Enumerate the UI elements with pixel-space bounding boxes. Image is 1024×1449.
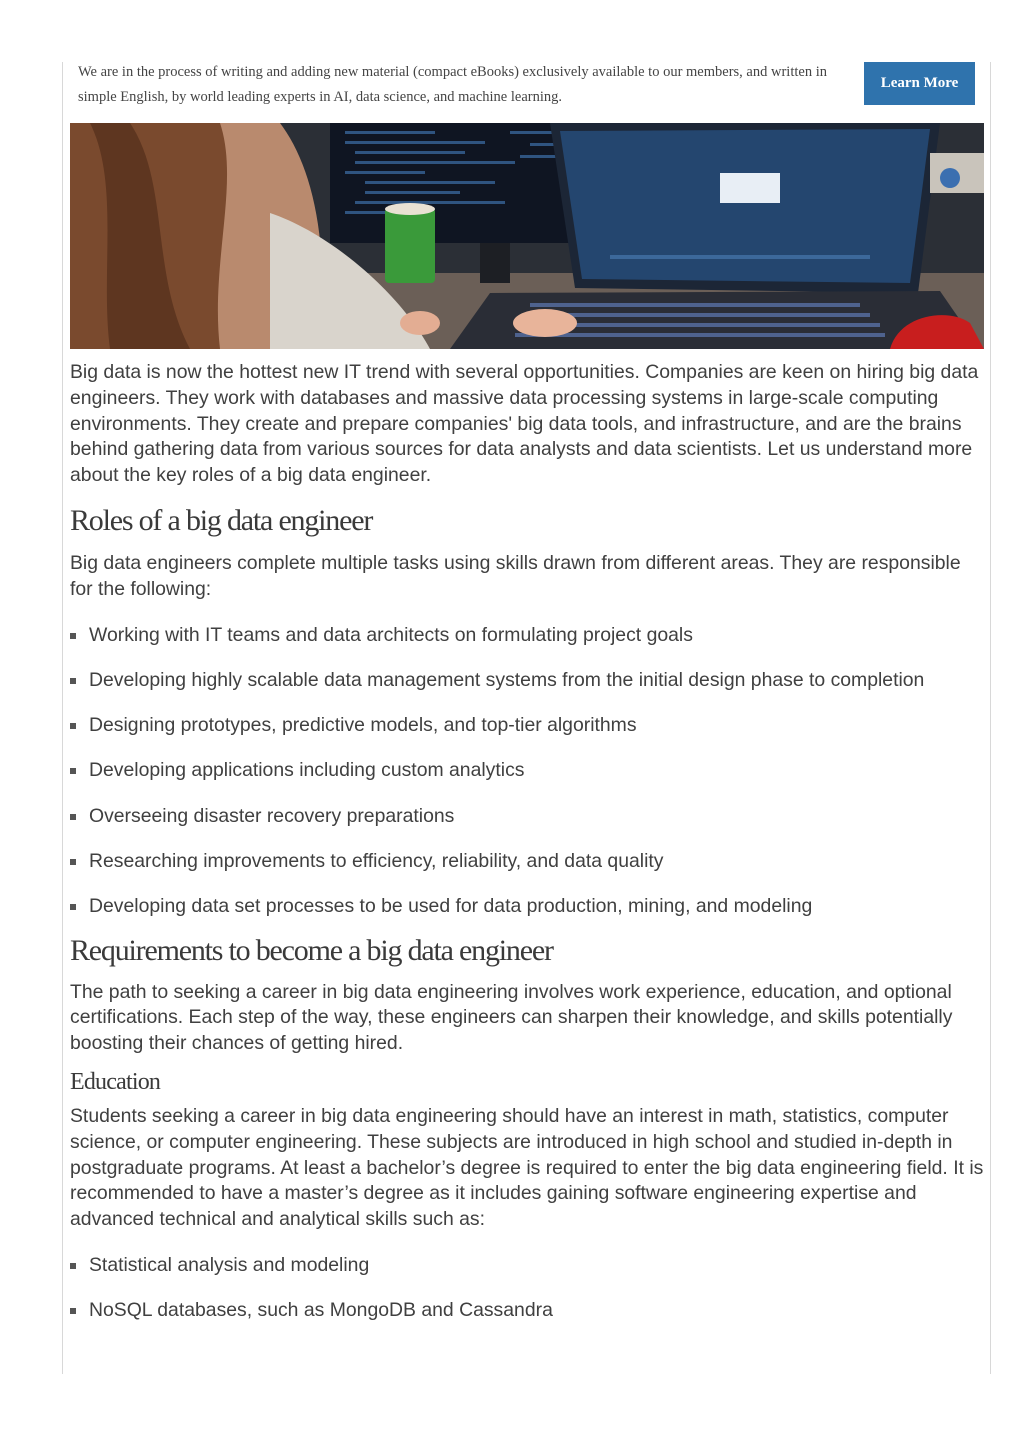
bullet-icon [70, 633, 76, 639]
roles-heading: Roles of a big data engineer [70, 503, 373, 537]
requirements-heading: Requirements to become a big data engineer [70, 933, 553, 967]
bullet-icon [70, 723, 76, 729]
content-border-right [990, 62, 991, 1374]
banner-message: We are in the process of writing and adding new material (compact eBooks) exclusively available to our members, and written in simple English, by world leading experts in AI, data science, and machine learning. [78, 64, 827, 105]
bullet-icon [70, 814, 76, 820]
roles-lead-paragraph: Big data engineers complete multiple tasks using skills drawn from different areas. They are responsible for the following: [70, 551, 961, 600]
bullet-icon [70, 678, 76, 684]
list-item: NoSQL databases, such as MongoDB and Cassandra [70, 1298, 984, 1343]
list-item: Developing highly scalable data management systems from the initial design phase to completion [70, 668, 984, 713]
list-item: Working with IT teams and data architects on formulating project goals [70, 623, 984, 668]
bullet-icon [70, 768, 76, 774]
bullet-icon [70, 1263, 76, 1269]
hero-image [70, 123, 984, 349]
education-paragraph: Students seeking a career in big data engineering should have an interest in math, statistics, computer science, or computer engineering. These subjects are introduced in high school and studied in-depth in postgraduate programs. At least a bachelor’s degree is required to enter the big data engineering field. It is recommended to have a master’s degree as it includes gaining software engineering expertise and advanced technical and analytical skills such as: [70, 1105, 984, 1231]
content-border-left [62, 62, 63, 1374]
article-body [70, 360, 984, 1344]
intro-paragraph: Big data is now the hottest new IT trend with several opportunities. Companies are keen on hiring big data engineers. They work with databases and massive data processing systems in large-scale computing environments. They create and prepare companies' big data tools, and infrastructure, and are the brains behind gathering data from various sources for data analysts and data scientists. Let us understand more about the key roles of a big data engineer. [70, 361, 979, 487]
bullet-icon [70, 1308, 76, 1314]
learn-more-button[interactable]: Learn More [864, 62, 975, 105]
list-item: Researching improvements to efficiency, reliability, and data quality [70, 849, 984, 894]
list-item: Developing data set processes to be used for data production, mining, and modeling [70, 894, 984, 939]
education-skills-list [70, 1253, 984, 1344]
membership-banner [63, 56, 990, 122]
hero-photo-illustration [70, 123, 984, 349]
list-item: Designing prototypes, predictive models, and top-tier algorithms [70, 713, 984, 758]
list-item: Overseeing disaster recovery preparations [70, 804, 984, 849]
education-heading: Education [70, 1069, 161, 1096]
list-item: Statistical analysis and modeling [70, 1253, 984, 1298]
bullet-icon [70, 904, 76, 910]
requirements-paragraph: The path to seeking a career in big data engineering involves work experience, education, and optional certifications. Each step of the way, these engineers can sharpen their knowledge, and skills potentially boosting their chances of getting hired. [70, 980, 953, 1055]
list-item: Developing applications including custom analytics [70, 758, 984, 803]
bullet-icon [70, 859, 76, 865]
roles-list [70, 623, 984, 940]
